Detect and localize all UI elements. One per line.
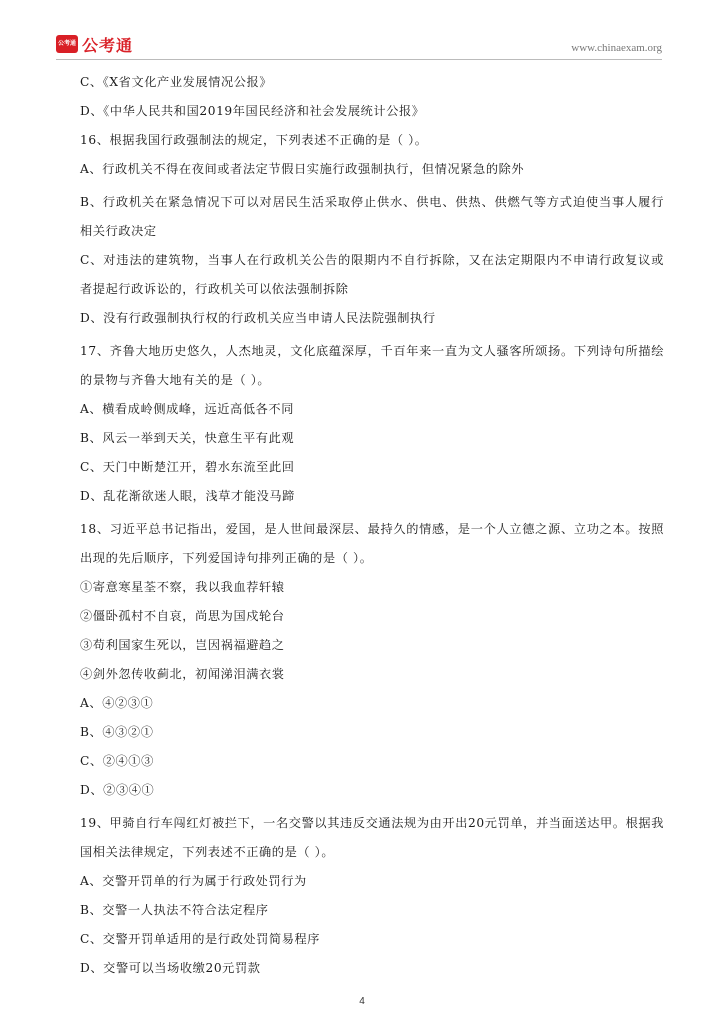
option-18-b: B、④③②① [80, 725, 154, 739]
question-17: 17、齐鲁大地历史悠久，人杰地灵，文化底蕴深厚，千百年来一直为文人骚客所颂扬。下列诗句所描绘的景物与齐鲁大地有关的是（ ）。 [80, 344, 664, 387]
header-divider [56, 59, 662, 60]
document-body [80, 72, 664, 987]
option-19-b: B、交警一人执法不符合法定程序 [80, 903, 269, 917]
logo-badge-icon: 公考通 [56, 35, 78, 53]
option-18-a: A、④②③① [80, 696, 154, 710]
poem-line-4: ④剑外忽传收蓟北，初闻涕泪满衣裳 [80, 667, 285, 681]
option-17-a: A、横看成岭侧成峰，远近高低各不同 [80, 402, 295, 416]
poem-line-3: ③苟利国家生死以，岂因祸福避趋之 [80, 638, 285, 652]
option-17-b: B、风云一举到天关，快意生平有此观 [80, 431, 295, 445]
page-header [56, 34, 662, 58]
question-16: 16、根据我国行政强制法的规定，下列表述不正确的是（ ）。 [80, 133, 428, 147]
poem-line-2: ②僵卧孤村不自哀，尚思为国戍轮台 [80, 609, 285, 623]
logo-text: 公考通 [82, 35, 134, 55]
option-18-c: C、②④①③ [80, 754, 154, 768]
brand-logo [56, 34, 133, 54]
option-19-d: D、交警可以当场收缴20元罚款 [80, 961, 261, 975]
question-19: 19、甲骑自行车闯红灯被拦下，一名交警以其违反交通法规为由开出20元罚单，并当面送达甲。根据我国相关法律规定，下列表述不正确的是（ ）。 [80, 816, 664, 859]
option-17-c: C、天门中断楚江开，碧水东流至此回 [80, 460, 295, 474]
option-19-a: A、交警开罚单的行为属于行政处罚行为 [80, 874, 307, 888]
question-18: 18、习近平总书记指出，爱国，是人世间最深层、最持久的情感，是一个人立德之源、立功之本。按照出现的先后顺序，下列爱国诗句排列正确的是（ ）。 [80, 522, 664, 565]
page-number: 4 [359, 996, 365, 1007]
option-18-d: D、②③④① [80, 783, 155, 797]
option-19-c: C、交警开罚单适用的是行政处罚简易程序 [80, 932, 321, 946]
option-15-c: C、《X省文化产业发展情况公报》 [80, 75, 273, 89]
option-16-c: C、对违法的建筑物，当事人在行政机关公告的限期内不自行拆除，又在法定期限内不申请行政复议或者提起行政诉讼的，行政机关可以依法强制拆除 [80, 253, 664, 296]
poem-line-1: ①寄意寒星荃不察，我以我血荐轩辕 [80, 580, 285, 594]
option-16-d: D、没有行政强制执行权的行政机关应当申请人民法院强制执行 [80, 311, 436, 325]
site-url: www.chinaexam.org [571, 42, 662, 54]
option-17-d: D、乱花渐欲迷人眼，浅草才能没马蹄 [80, 489, 295, 503]
option-16-b: B、行政机关在紧急情况下可以对居民生活采取停止供水、供电、供热、供燃气等方式迫使当事人履行相关行政决定 [80, 195, 664, 238]
option-15-d: D、《中华人民共和国2019年国民经济和社会发展统计公报》 [80, 104, 425, 118]
option-16-a: A、行政机关不得在夜间或者法定节假日实施行政强制执行，但情况紧急的除外 [80, 162, 525, 176]
